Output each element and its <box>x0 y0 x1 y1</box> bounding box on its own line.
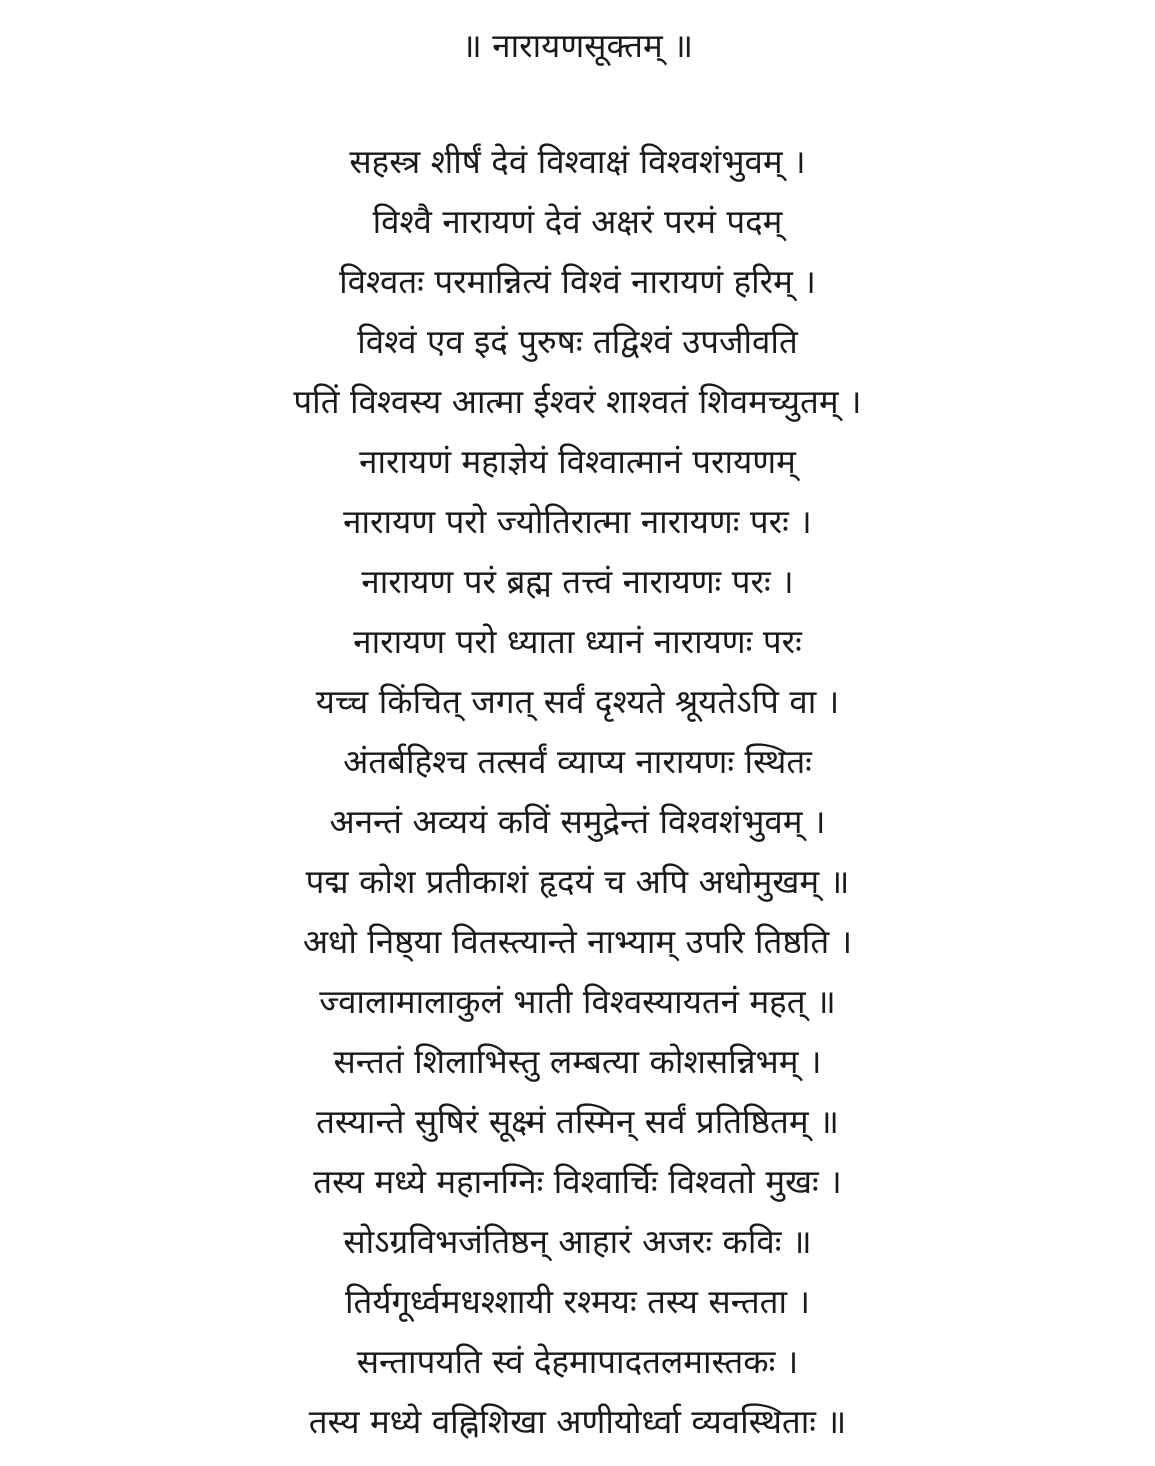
verse-line-11: अंतर्बहिश्च तत्सर्वं व्याप्य नारायणः स्थितः <box>343 742 812 781</box>
verse-line-20: तिर्यगूर्ध्वमधश्शायी रश्मयः तस्य सन्तता । <box>344 1282 811 1321</box>
verse-line-21: सन्तापयति स्वं देहमापादतलमास्तकः । <box>356 1342 799 1381</box>
verse-line-5: पतिं विश्वस्य आत्मा ईश्वरं शाश्वतं शिवमच्युतम् । <box>293 382 862 421</box>
verse-line-22: तस्य मध्ये वह्निशिखा अणीयोर्ध्वा व्यवस्थिताः ॥ <box>308 1402 847 1441</box>
verse-line-9: नारायण परो ध्याता ध्यानं नारायणः परः <box>353 622 802 661</box>
verse-line-1: सहस्त्र शीर्षं देवं विश्वाक्षं विश्वशंभुवम् । <box>349 142 806 181</box>
verse-line-12: अनन्तं अव्ययं कविं समुद्रेन्तं विश्वशंभुवम् । <box>329 802 826 841</box>
verse-line-8: नारायण परं ब्रह्म तत्त्वं नारायणः परः । <box>361 562 794 601</box>
verse-line-16: सन्ततं शिलाभिस्तु लम्बत्या कोशसन्निभम् । <box>333 1042 822 1081</box>
verse-line-6: नारायणं महाज्ञेयं विश्वात्मानं परायणम् <box>359 442 796 481</box>
page-title: ॥ नारायणसूक्तम् ॥ <box>462 26 693 65</box>
verse-line-4: विश्वं एव इदं पुरुषः तद्विश्वं उपजीवति <box>357 322 798 361</box>
verse-line-15: ज्वालामालाकुलं भाती विश्वस्यायतनं महत् ॥ <box>319 982 836 1021</box>
verse-line-3: विश्वतः परमान्नित्यं विश्वं नारायणं हरिम् । <box>339 262 816 301</box>
verse-list <box>0 132 1155 1452</box>
verse-line-2: विश्वै नारायणं देवं अक्षरं परमं पदम् <box>372 202 783 241</box>
verse-line-7: नारायण परो ज्योतिरात्मा नारायणः परः । <box>343 502 812 541</box>
verse-line-19: सोऽग्रविभजंतिष्ठन् आहारं अजरः कविः ॥ <box>343 1222 812 1261</box>
verse-line-14: अधो निष्ठ्या वितस्त्यान्ते नाभ्याम् उपरि तिष्ठति । <box>302 922 853 961</box>
verse-line-10: यच्च किंचित् जगत् सर्वं दृश्यते श्रूयतेऽपि वा । <box>315 682 840 721</box>
verse-line-18: तस्य मध्ये महानग्निः विश्वार्चिः विश्वतो मुखः । <box>313 1162 842 1201</box>
verse-line-13: पद्म कोश प्रतीकाशं हृदयं च अपि अधोमुखम् ॥ <box>305 862 850 901</box>
verse-line-17: तस्यान्ते सुषिरं सूक्ष्मं तस्मिन् सर्वं प्रतिष्ठितम् ॥ <box>316 1102 839 1141</box>
